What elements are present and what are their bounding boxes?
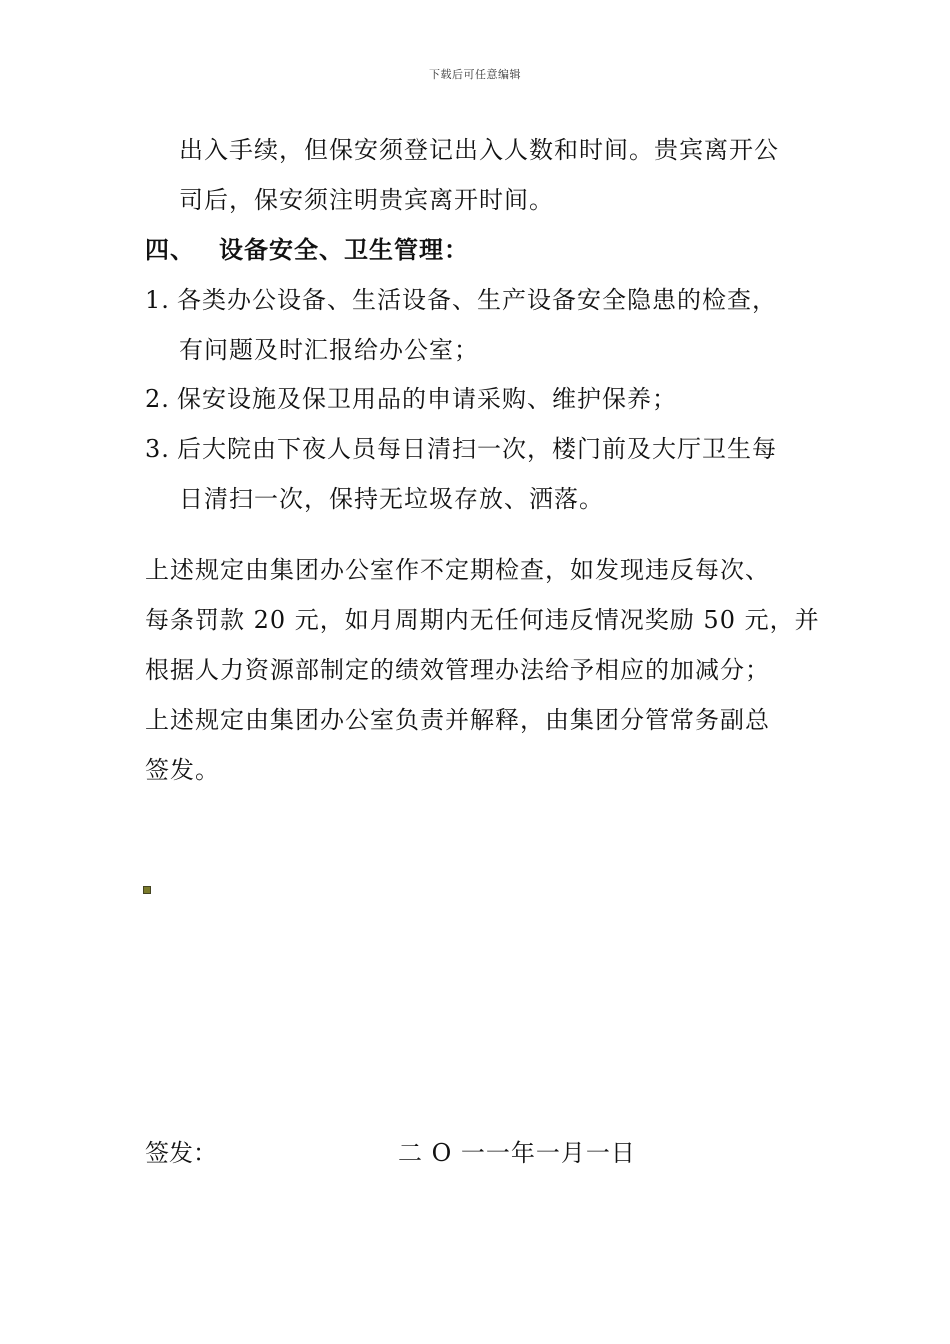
list-item-number: 3. [145, 435, 170, 463]
section-heading-text: 设备安全、卫生管理： [219, 235, 469, 264]
anchor-mark-icon [143, 886, 151, 894]
paragraph-line: 出入手续，但保安须登记出入人数和时间。贵宾离开公 [179, 136, 779, 164]
list-item [145, 384, 677, 414]
closing-paragraph-line: 上述规定由集团办公室负责并解释，由集团分管常务副总 [145, 706, 770, 734]
list-item-text: 保安设施及保卫用品的申请采购、维护保养； [177, 385, 677, 413]
list-item [145, 285, 777, 315]
list-item-text: 各类办公设备、生活设备、生产设备安全隐患的检查， [177, 286, 777, 314]
signature-label: 签发： [145, 1139, 217, 1167]
signature-date: 二 O 一一年一月一日 [398, 1139, 636, 1167]
page-header-note: 下载后可任意编辑 [429, 68, 521, 81]
list-item-number: 2. [145, 385, 170, 413]
closing-paragraph-line: 上述规定由集团办公室作不定期检查，如发现违反每次、 [145, 556, 770, 584]
list-item-continuation: 日清扫一次，保持无垃圾存放、洒落。 [179, 485, 604, 513]
paragraph-line: 司后，保安须注明贵宾离开时间。 [179, 186, 554, 214]
section-heading [145, 235, 469, 265]
closing-paragraph-line: 每条罚款 20 元，如月周期内无任何违反情况奖励 50 元，并 [145, 606, 820, 634]
section-heading-number: 四、 [145, 235, 195, 264]
closing-paragraph-line: 根据人力资源部制定的绩效管理办法给予相应的加减分； [145, 656, 770, 684]
list-item-continuation: 有问题及时汇报给办公室； [179, 336, 479, 364]
list-item-text: 后大院由下夜人员每日清扫一次，楼门前及大厅卫生每 [177, 435, 777, 463]
list-item-number: 1. [145, 286, 170, 314]
closing-paragraph-line: 签发。 [145, 756, 220, 784]
list-item [145, 434, 777, 464]
